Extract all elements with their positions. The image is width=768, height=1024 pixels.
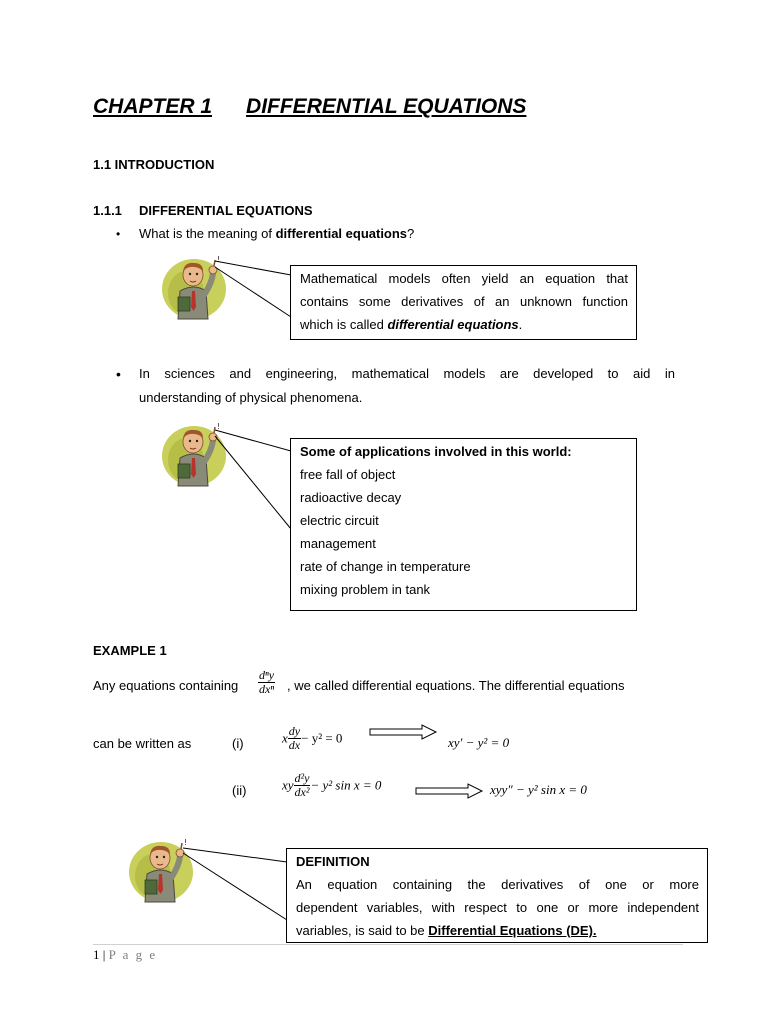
bullet-question-text: What is the meaning of	[139, 226, 276, 241]
footer-separator: |	[102, 947, 106, 962]
bullet-question-bold: differential equations	[275, 226, 408, 241]
bullet-sciences-line-1: In sciences and engineering, mathematical models are developed to aid in	[139, 366, 675, 381]
definition-line-2: dependent variables, with respect to one or more independent	[296, 900, 699, 915]
fraction-denominator: dxⁿ	[259, 682, 275, 696]
equation-label-ii: (ii)	[232, 783, 247, 798]
page-number: 1	[93, 947, 100, 962]
callout-pointer	[200, 255, 300, 345]
callout-models-box	[290, 265, 637, 340]
chapter-name: DIFFERENTIAL EQUATIONS	[246, 95, 527, 118]
example-intro-suffix: , we called differential equations. The differential equations	[287, 678, 625, 693]
page-footer	[93, 947, 157, 963]
callout-line-2: contains some derivatives of an unknown function	[300, 294, 628, 309]
callout-pointer	[170, 840, 290, 940]
bullet-marker: •	[116, 227, 121, 241]
equation-label-i: (i)	[232, 736, 244, 751]
bullet-sciences	[139, 362, 675, 410]
application-item: electric circuit	[300, 513, 379, 528]
example-fraction	[258, 669, 275, 696]
definition-box	[286, 848, 708, 943]
footer-divider	[93, 944, 683, 945]
application-item: free fall of object	[300, 467, 396, 482]
page-label: P a g e	[108, 947, 158, 962]
definition-heading: DEFINITION	[296, 854, 370, 869]
example-heading: EXAMPLE 1	[93, 643, 167, 658]
definition-line-3: variables, is said to be Differential Equations (DE).	[296, 923, 597, 938]
subsection-title: DIFFERENTIAL EQUATIONS	[139, 203, 313, 218]
definition-line-1: An equation containing the derivatives of one or more	[296, 877, 699, 892]
bullet-question	[139, 226, 414, 241]
applications-box	[290, 438, 637, 611]
applications-heading: Some of applications involved in this world:	[300, 444, 572, 459]
callout-line-1: Mathematical models often yield an equation that	[300, 271, 628, 286]
application-item: mixing problem in tank	[300, 582, 431, 597]
application-item: radioactive decay	[300, 490, 402, 505]
callout-pointer	[200, 423, 300, 553]
equation-ii-result: xyy″ − y² sin x = 0	[490, 782, 587, 797]
chapter-number: CHAPTER 1	[93, 95, 213, 118]
arrow-right-icon	[368, 724, 440, 740]
equation-i-result: xy′ − y² = 0	[448, 735, 510, 750]
callout-line-3: which is called differential equations.	[300, 317, 523, 332]
fraction-numerator: dⁿy	[259, 668, 275, 682]
bullet-marker-2: •	[116, 366, 121, 382]
section-heading-introduction: 1.1 INTRODUCTION	[93, 157, 215, 172]
equation-ii: xy $\frac{\text{d²y}}{\text{dx²}}$ − y² sin x = 0	[282, 771, 382, 799]
chapter-title	[93, 95, 526, 119]
bullet-sciences-line-2: understanding of physical phenomena.	[139, 390, 363, 405]
equation-i: x $\frac{dy}{dx}$ − y² = 0	[282, 724, 343, 752]
arrow-right-icon	[414, 783, 486, 799]
example-intro-prefix: Any equations containing	[93, 678, 239, 693]
bullet-question-suffix: ?	[407, 226, 415, 241]
application-item: rate of change in temperature	[300, 559, 471, 574]
subsection-number: 1.1.1	[93, 203, 122, 218]
application-item: management	[300, 536, 376, 551]
written-as-label: can be written as	[93, 736, 192, 751]
